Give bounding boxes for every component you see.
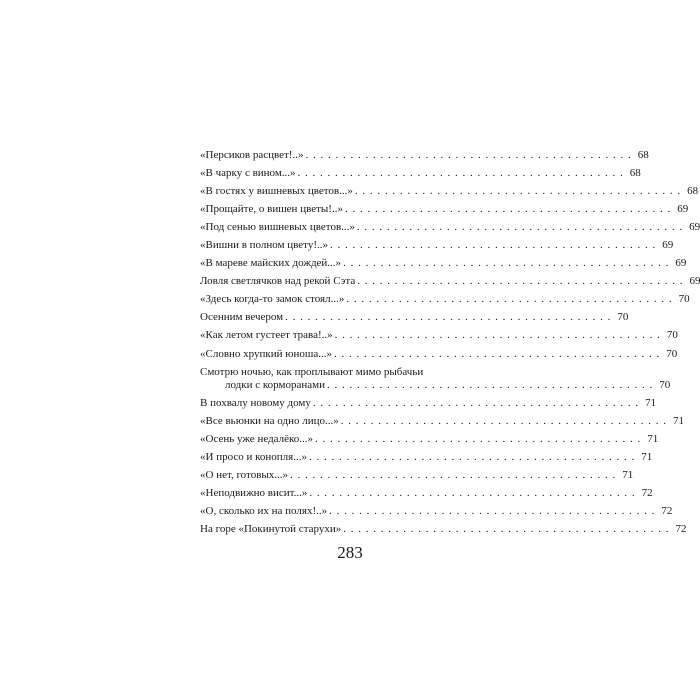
dot-leader: . . . . . . . . . . . . . . . . . . . . . . . . . . . . . . . . . . . . . . . . . . . . <box>329 504 656 517</box>
table-of-contents <box>200 149 700 541</box>
toc-entry <box>200 486 653 500</box>
toc-entry <box>200 239 674 252</box>
toc-entry <box>200 275 700 288</box>
toc-entry-page: 69 <box>662 239 674 252</box>
toc-entry-title: Ловля светлячков над рекой Сэта <box>200 275 356 288</box>
toc-entry-title: «О, сколько их на полях!..» <box>200 504 328 517</box>
toc-entry-page: 72 <box>661 504 673 517</box>
toc-entry <box>200 293 690 306</box>
toc-entry-title-line1: Смотрю ночью, как проплывают мимо рыбачьи <box>200 365 424 378</box>
dot-leader: . . . . . . . . . . . . . . . . . . . . . . . . . . . . . . . . . . . . . . . . . . . . <box>357 275 684 288</box>
toc-entry-title: В похвалу новому дому <box>200 396 311 409</box>
dot-leader: . . . . . . . . . . . . . . . . . . . . . . . . . . . . . . . . . . . . . . . . . . . . <box>308 450 636 463</box>
toc-entry-title: «И просо и конопля...» <box>200 450 307 463</box>
toc-entry-title: «Словно хрупкий юноша...» <box>200 347 332 360</box>
toc-entry-title: Осенним вечером <box>200 311 284 324</box>
toc-entry <box>200 149 649 162</box>
toc-entry-page: 69 <box>675 257 687 270</box>
toc-entry-page: 68 <box>687 185 699 198</box>
toc-entry <box>200 468 634 482</box>
toc-entry-page: 70 <box>666 347 678 360</box>
toc-entry-title: «В гостях у вишневых цветов...» <box>200 185 353 198</box>
toc-entry-page: 71 <box>672 414 684 427</box>
dot-leader: . . . . . . . . . . . . . . . . . . . . . . . . . . . . . . . . . . . . . . . . . . . . <box>309 486 636 499</box>
toc-entry-page: 69 <box>677 203 689 216</box>
dot-leader: . . . . . . . . . . . . . . . . . . . . . . . . . . . . . . . . . . . . . . . . . . . . <box>334 329 661 342</box>
dot-leader: . . . . . . . . . . . . . . . . . . . . . . . . . . . . . . . . . . . . . . . . . . . . <box>312 396 640 409</box>
toc-entry-title: «Неподвижно висит...» <box>200 486 308 499</box>
toc-entry <box>200 365 671 392</box>
dot-leader: . . . . . . . . . . . . . . . . . . . . . . . . . . . . . . . . . . . . . . . . . . . . <box>285 311 612 324</box>
toc-entry <box>200 257 687 270</box>
page-number: 283 <box>337 543 363 562</box>
toc-entry-page: 72 <box>641 486 653 499</box>
toc-entry <box>200 432 659 446</box>
dot-leader: . . . . . . . . . . . . . . . . . . . . . . . . . . . . . . . . . . . . . . . . . . . . <box>343 522 670 535</box>
dot-leader: . . . . . . . . . . . . . . . . . . . . . . . . . . . . . . . . . . . . . . . . . . . . <box>354 185 682 198</box>
toc-entry-title: «Все вьюнки на одно лицо...» <box>200 414 339 427</box>
toc-entry <box>200 504 673 518</box>
toc-entry-title: «Персиков расцвет!..» <box>200 149 304 161</box>
dot-leader: . . . . . . . . . . . . . . . . . . . . . . . . . . . . . . . . . . . . . . . . . . . . <box>344 203 672 216</box>
toc-entry-page: 68 <box>629 167 641 180</box>
toc-entry <box>200 396 657 410</box>
toc-entry-title: На горе «Покинутой старухи» <box>200 522 342 535</box>
toc-entry-page: 70 <box>666 329 678 342</box>
dot-leader: . . . . . . . . . . . . . . . . . . . . . . . . . . . . . . . . . . . . . . . . . . . . <box>333 347 661 360</box>
toc-entry <box>200 414 684 428</box>
toc-entry-title: «Прощайте, о вишен цветы!..» <box>200 203 343 216</box>
dot-leader: . . . . . . . . . . . . . . . . . . . . . . . . . . . . . . . . . . . . . . . . . . . . <box>356 221 684 234</box>
toc-entry-title: «Как летом густеет трава!..» <box>200 329 333 342</box>
toc-entry <box>200 203 689 216</box>
toc-entry <box>200 167 641 180</box>
toc-entry <box>200 347 678 361</box>
toc-entry <box>200 450 653 464</box>
toc-entry-page: 69 <box>689 221 700 234</box>
toc-entry-title: «Под сенью вишневых цветов...» <box>200 221 355 234</box>
toc-entry-page: 71 <box>622 468 634 481</box>
toc-entry-title: «О нет, готовых...» <box>200 468 289 481</box>
toc-entry <box>200 522 687 536</box>
toc-entry-title: «Осень уже недалёко...» <box>200 432 314 445</box>
dot-leader: . . . . . . . . . . . . . . . . . . . . . . . . . . . . . . . . . . . . . . . . . . . . <box>330 239 657 252</box>
dot-leader: . . . . . . . . . . . . . . . . . . . . . . . . . . . . . . . . . . . . . . . . . . . . <box>326 378 654 391</box>
toc-entry-title-line2: лодки с корморанами <box>225 378 325 391</box>
toc-entry-title: «Вишни в полном цвету!..» <box>200 239 329 252</box>
toc-entry <box>200 221 700 234</box>
dot-leader: . . . . . . . . . . . . . . . . . . . . . . . . . . . . . . . . . . . . . . . . . . . . <box>346 293 673 306</box>
toc-entry-continuation <box>200 378 671 392</box>
toc-entry-page: 72 <box>675 522 687 535</box>
toc-entry <box>200 311 629 324</box>
toc-entry-page: 71 <box>647 432 659 445</box>
toc-entry-title: «В чарку с вином...» <box>200 167 296 180</box>
toc-entry-page: 71 <box>641 450 653 463</box>
toc-entry-page: 68 <box>637 149 649 161</box>
toc-entry <box>200 329 678 342</box>
toc-entry-page: 70 <box>659 378 671 391</box>
toc-entry-page: 70 <box>678 293 690 306</box>
dot-leader: . . . . . . . . . . . . . . . . . . . . . . . . . . . . . . . . . . . . . . . . . . . . <box>290 468 617 481</box>
dot-leader: . . . . . . . . . . . . . . . . . . . . . . . . . . . . . . . . . . . . . . . . . . . . <box>315 432 642 445</box>
dot-leader: . . . . . . . . . . . . . . . . . . . . . . . . . . . . . . . . . . . . . . . . . . . . <box>305 149 632 161</box>
toc-entry-title: «Здесь когда-то замок стоял...» <box>200 293 345 306</box>
toc-entry <box>200 185 699 198</box>
dot-leader: . . . . . . . . . . . . . . . . . . . . . . . . . . . . . . . . . . . . . . . . . . . . <box>297 167 624 180</box>
toc-entry-page: 69 <box>689 275 700 288</box>
toc-entry-title: «В мареве майских дождей...» <box>200 257 342 270</box>
toc-entry-page: 70 <box>617 311 629 324</box>
dot-leader: . . . . . . . . . . . . . . . . . . . . . . . . . . . . . . . . . . . . . . . . . . . . <box>343 257 670 270</box>
dot-leader: . . . . . . . . . . . . . . . . . . . . . . . . . . . . . . . . . . . . . . . . . . . . <box>340 414 667 427</box>
toc-entry-page: 71 <box>645 396 657 409</box>
